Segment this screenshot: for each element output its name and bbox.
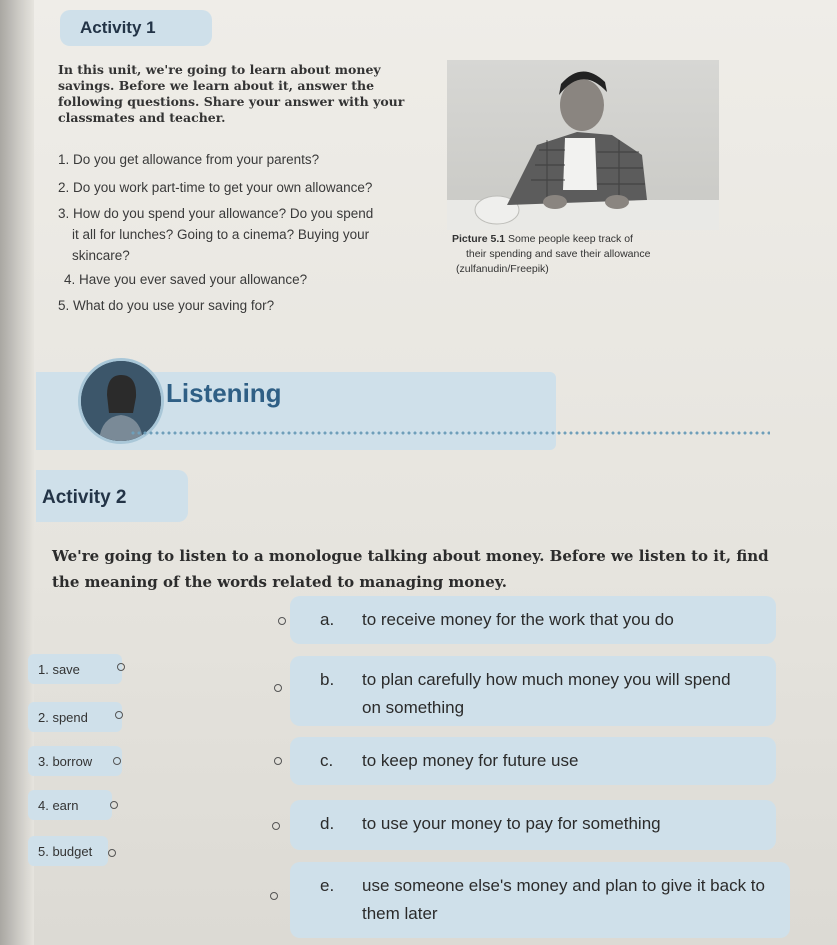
word-earn-dot[interactable] — [110, 801, 118, 809]
definition-b-dot[interactable] — [274, 684, 282, 692]
word-budget-dot[interactable] — [108, 849, 116, 857]
question-3-line3: skincare? — [72, 248, 130, 263]
definition-c-dot[interactable] — [274, 757, 282, 765]
question-3: 3. How do you spend your allowance? Do you spend — [58, 206, 374, 221]
word-save: 1. save — [28, 654, 122, 684]
word-spend: 2. spend — [28, 702, 122, 732]
activity1-title: Activity 1 — [80, 18, 156, 37]
definition-e: e. use someone else's money and plan to give it back to them later — [290, 862, 790, 938]
definition-d: d. to use your money to pay for something — [290, 800, 776, 850]
definition-b: b. to plan carefully how much money you will spend on something — [290, 656, 776, 726]
word-spend-dot[interactable] — [115, 711, 123, 719]
definition-a-dot[interactable] — [278, 617, 286, 625]
question-3-line2: it all for lunches? Going to a cinema? Buying your — [72, 227, 370, 242]
activity2-instruction: We're going to listen to a monologue talking about money. Before we listen to it, find the meaning of the words related to managing money. — [52, 547, 769, 591]
definition-a: a. to receive money for the work that you do — [290, 596, 776, 644]
word-earn: 4. earn — [28, 790, 112, 820]
listening-title: Listening — [166, 378, 282, 408]
activity2-title: Activity 2 — [42, 487, 127, 508]
word-budget: 5. budget — [28, 836, 108, 866]
definition-d-dot[interactable] — [272, 822, 280, 830]
activity1-intro: In this unit, we're going to learn about money savings. Before we learn about it, answer the following questions. Share your answer with your classmates and teacher. — [58, 62, 405, 125]
student-photo — [447, 60, 719, 230]
question-2: 2. Do you work part-time to get your own allowance? — [58, 180, 373, 195]
word-borrow: 3. borrow — [28, 746, 122, 776]
section-divider — [130, 431, 770, 435]
definition-e-dot[interactable] — [270, 892, 278, 900]
word-save-dot[interactable] — [117, 663, 125, 671]
word-borrow-dot[interactable] — [113, 757, 121, 765]
question-1: 1. Do you get allowance from your parents? — [58, 152, 320, 167]
question-5: 5. What do you use your saving for? — [58, 298, 275, 313]
definition-c: c. to keep money for future use — [290, 737, 776, 785]
photo-caption: Picture 5.1 Some people keep track of their spending and save their allowance (zulfanudin/Freepik) — [452, 233, 651, 275]
question-4: 4. Have you ever saved your allowance? — [64, 272, 308, 287]
